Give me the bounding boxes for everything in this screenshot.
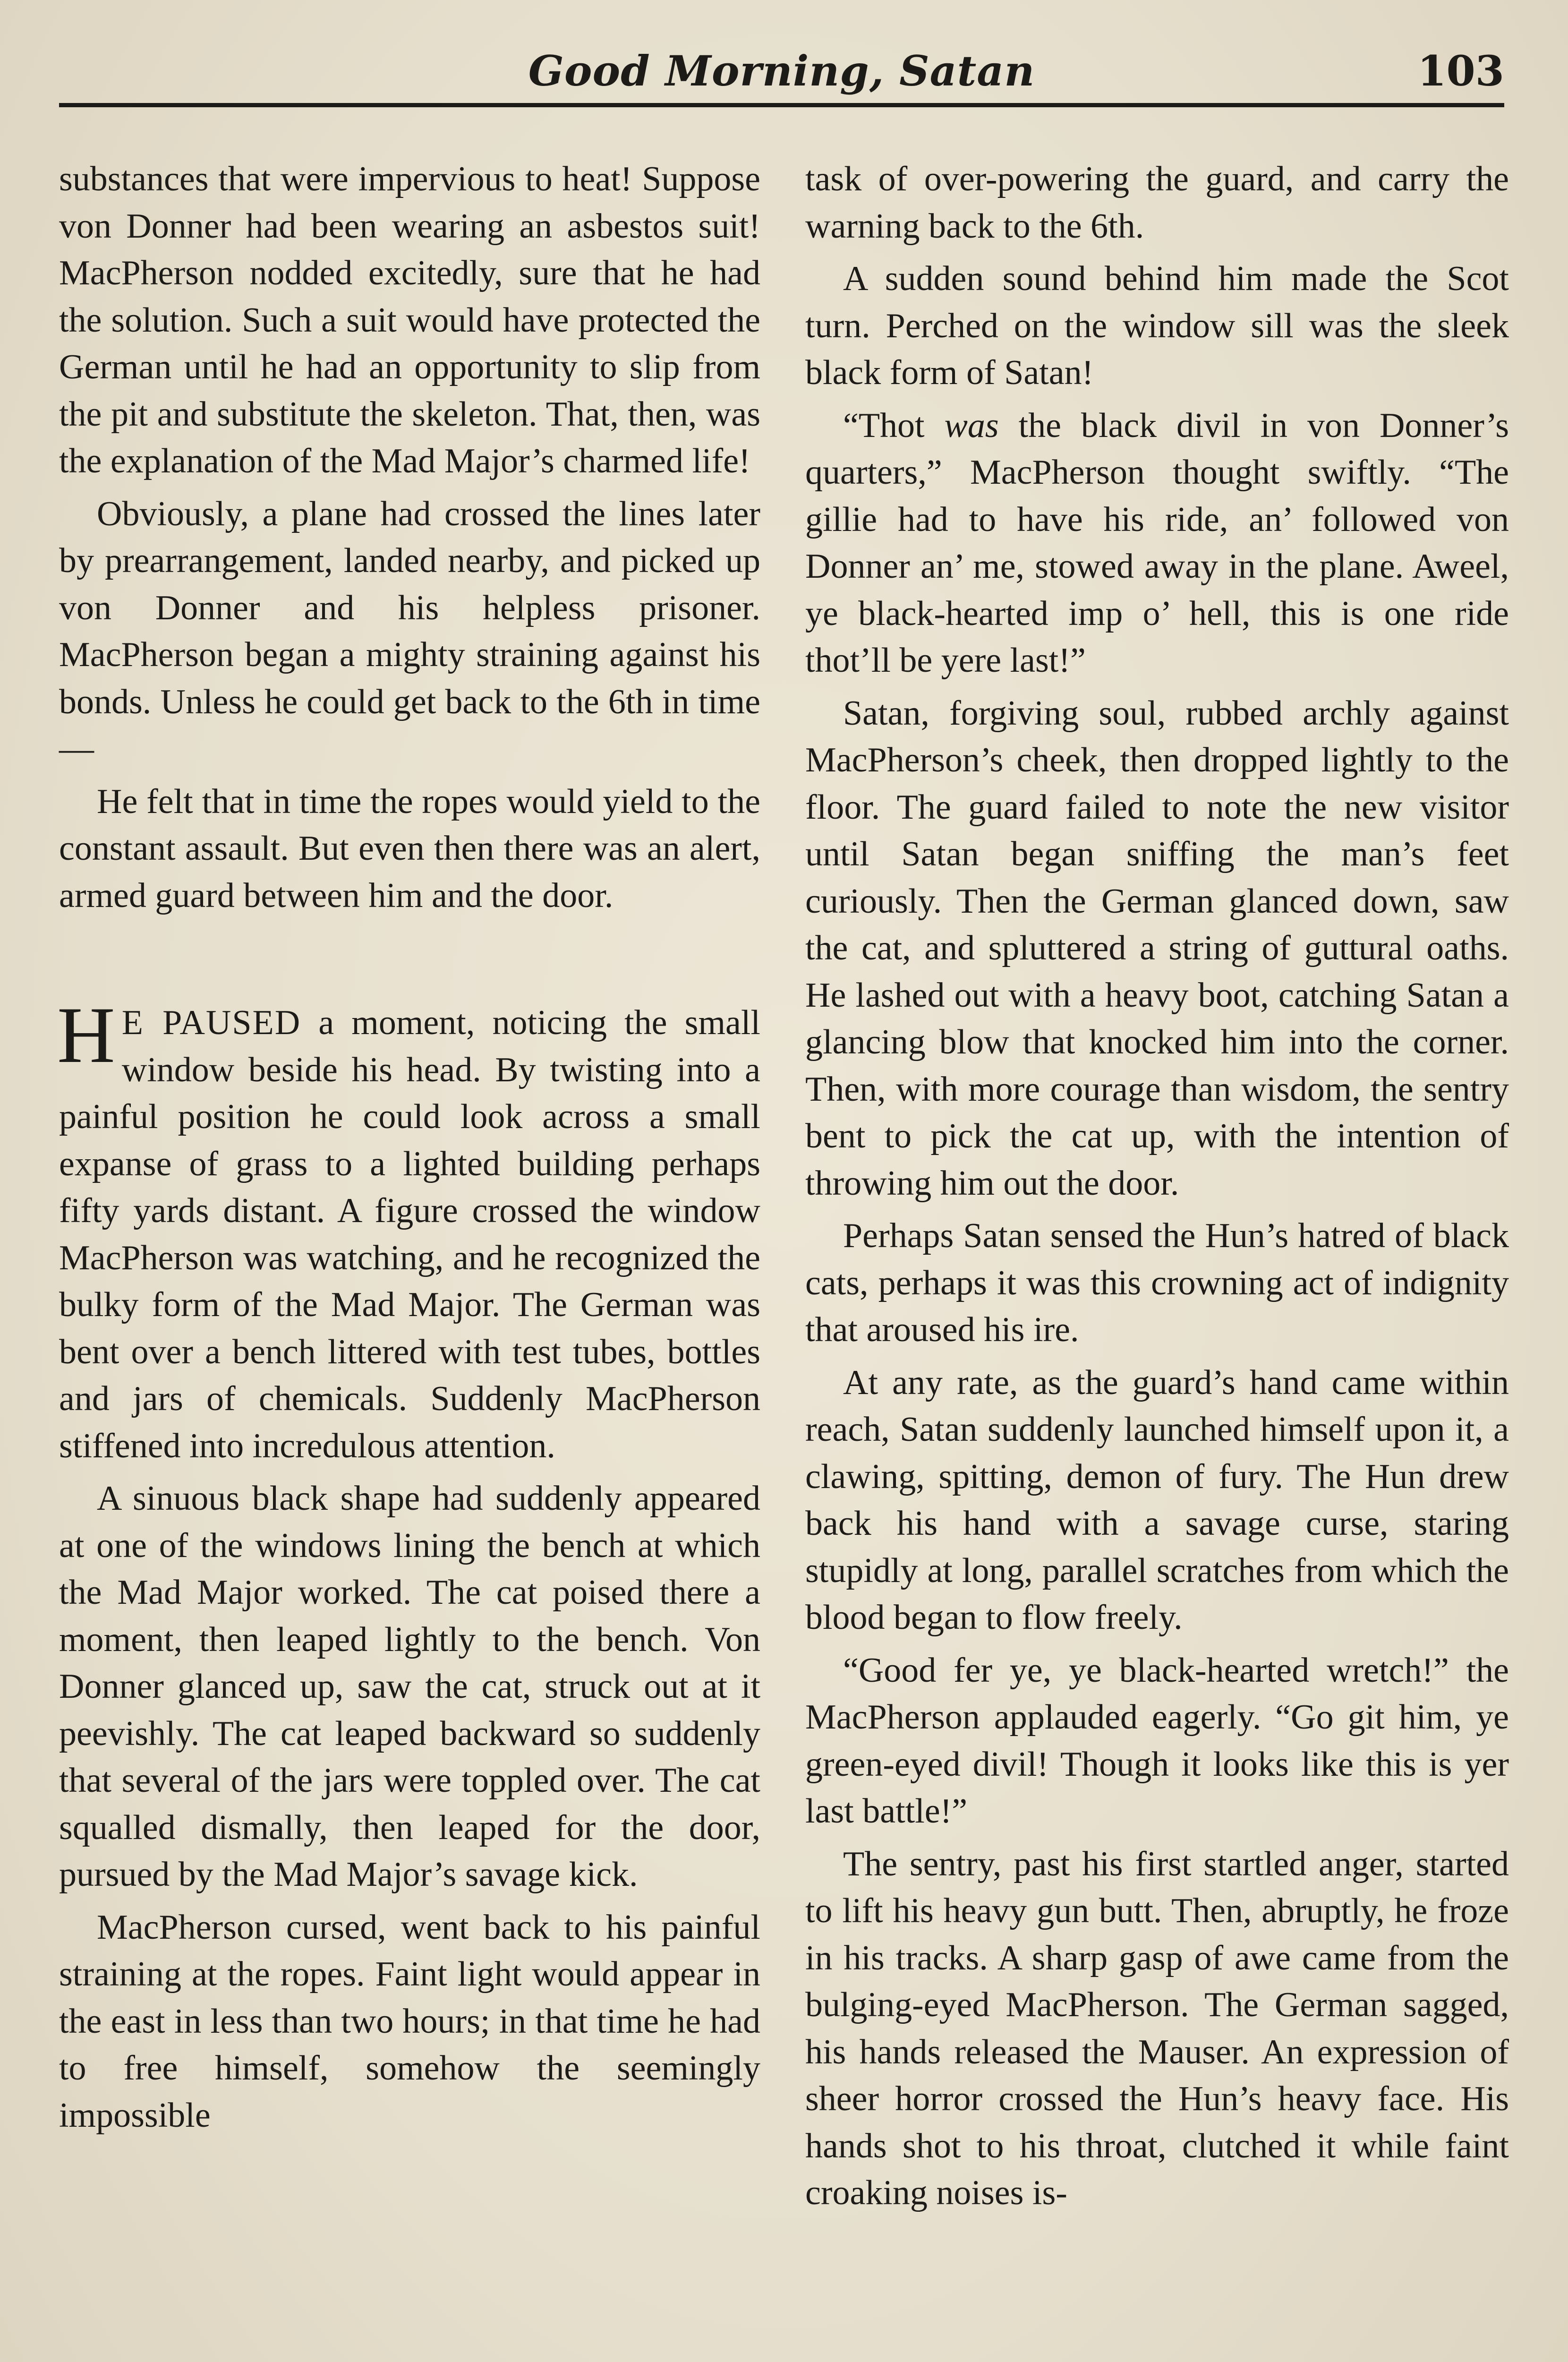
section-opening-paragraph (57, 991, 760, 1470)
drop-cap: H (57, 991, 115, 1079)
lead-in-caps: E PAUSED (121, 1003, 301, 1042)
paragraph: “Good fer ye, ye black-hearted wretch!” the MacPherson applauded eagerly. “Go git him, ye green-eyed divil! Though it looks like this is yer last battle!” (805, 1651, 1509, 1831)
running-header (59, 43, 1504, 109)
header-rule (59, 103, 1504, 107)
emphasis: was (944, 406, 999, 445)
paragraph: He felt that in time the ropes would yield to the constant assault. But even then there was an alert, armed guard between him and the door. (59, 782, 760, 915)
right-column (805, 156, 1509, 2217)
paragraph: A sinuous black shape had suddenly appeared at one of the windows lining the bench at which the Mad Major worked. The cat poised there a moment, then leaped lightly to the bench. Von Donner glanced up, saw the cat, struck out at it peevishly. The cat leaped backward so suddenly that several of the jars were toppled over. The cat squalled dismally, then leaped for the door, pursued by the Mad Major’s savage kick. (59, 1479, 760, 1894)
page-number: 103 (1417, 46, 1504, 95)
paragraph: The sentry, past his first startled anger, started to lift his heavy gun butt. Then, abruptly, he froze in his tracks. A sharp gasp of awe came from the bulging-eyed MacPherson. The German sagged, his hands released the Mauser. An expression of sheer horror crossed the Hun’s heavy face. His hands shot to his throat, clutched it while faint croaking noises is- (805, 1844, 1509, 2212)
paragraph: substances that were impervious to heat! Suppose von Donner had been wearing an asbestos suit! MacPherson nodded excitedly, sure that he had the solution. Such a suit would have protected the German until he had an opportunity to slip from the pit and substitute the skeleton. That, then, was the explanation of the Mad Major’s charmed life! (59, 160, 760, 480)
paragraph: MacPherson cursed, went back to his painful straining at the ropes. Faint light would appear in the east in less than two hours; in that time he had to free himself, somehow the seemingly impossible (59, 1908, 760, 2135)
paragraph-text: a moment, noticing the small window beside his head. By twisting into a painful position he could look across a small expanse of grass to a lighted building perhaps fifty yards distant. A figure crossed the window MacPherson was watching, and he recognized the bulky form of the Mad Major. The German was bent over a bench littered with test tubes, bottles and jars of chemicals. Suddenly MacPherson stiffened into incredulous attention. (59, 1003, 760, 1465)
paragraph: Satan, forgiving soul, rubbed archly against MacPherson’s cheek, then dropped lightly to the floor. The guard failed to note the new visitor until Satan began sniffing the man’s feet curiously. Then the German glanced down, saw the cat, and spluttered a string of guttural oaths. He lashed out with a heavy boot, catching Satan a glancing blow that knocked him into the corner. Then, with more courage than wisdom, the sentry bent to pick the cat up, with the intention of throwing him out the door. (805, 693, 1509, 1203)
paragraph (805, 402, 1509, 685)
paragraph-text: the black divil in von Donner’s quarters,” MacPherson thought swiftly. “The gillie had to have his ride, an’ followed von Donner an’ me, stowed away in the plane. Aweel, ye black-hearted imp o’ hell, this is one ride thot’ll be yere last!” (805, 406, 1509, 680)
left-column (59, 156, 760, 2139)
paragraph: Perhaps Satan sensed the Hun’s hatred of black cats, perhaps it was this crowning act of indignity that aroused his ire. (805, 1216, 1509, 1349)
paragraph-text: “Thot (843, 406, 945, 445)
paragraph: Obviously, a plane had crossed the lines later by prearrangement, landed nearby, and picked up von Donner and his helpless prisoner. MacPherson began a mighty straining against his bonds. Unless he could get back to the 6th in time— (59, 494, 760, 768)
running-title: Good Morning, Satan (528, 46, 1035, 95)
paragraph: At any rate, as the guard’s hand came within reach, Satan suddenly launched himself upon it, a clawing, spitting, demon of fury. The Hun drew back his hand with a savage curse, staring stupidly at long, parallel scratches from which the blood began to flow freely. (805, 1363, 1509, 1637)
paragraph: task of over-powering the guard, and carry the warning back to the 6th. (805, 160, 1509, 246)
paragraph: A sudden sound behind him made the Scot turn. Perched on the window sill was the sleek black form of Satan! (805, 259, 1509, 392)
